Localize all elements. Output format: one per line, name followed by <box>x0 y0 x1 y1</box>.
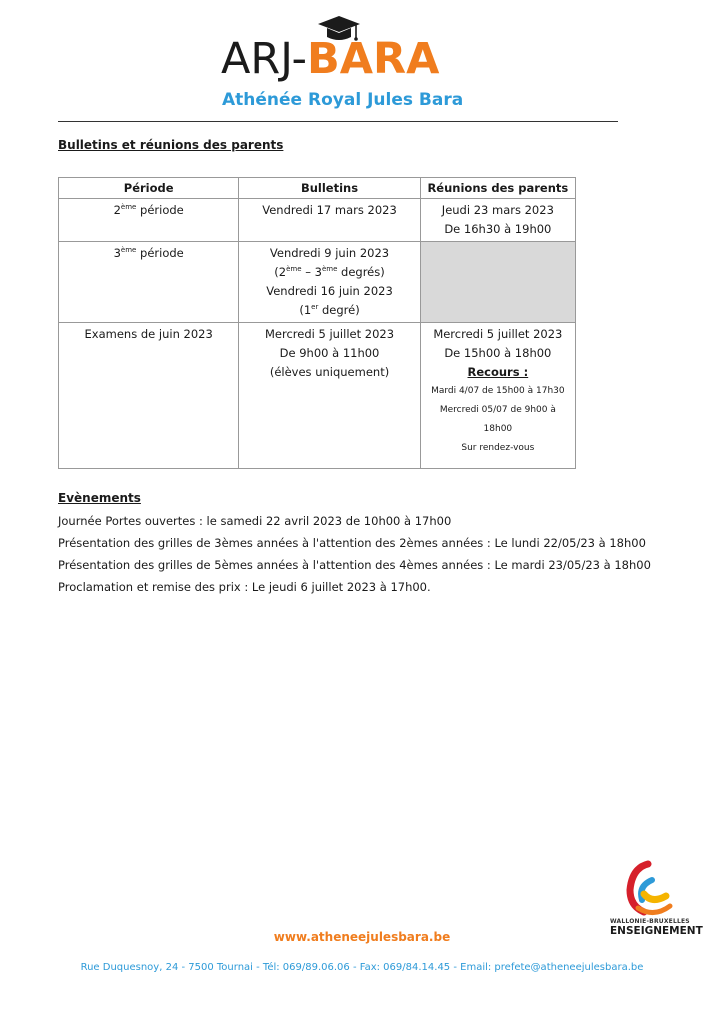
note-sup: ème <box>286 265 302 274</box>
note-sup: ème <box>321 265 338 274</box>
note-part: (1 <box>299 303 312 317</box>
footer-address: Rue Duquesnoy, 24 - 7500 Tournai - Tél: 069/89.06.06 - Fax: 069/84.14.45 - Email: prefete@atheneejulesbara.be <box>80 962 644 973</box>
events-list <box>58 510 651 598</box>
period-suffix: ème <box>120 246 137 255</box>
wb-label-big: ENSEIGNEMENT <box>610 925 703 937</box>
period-suffix: ème <box>120 203 137 212</box>
meeting-time: De 16h30 à 19h00 <box>444 222 552 236</box>
period-number: 3 <box>113 246 121 260</box>
meeting-date: Jeudi 23 mars 2023 <box>441 203 554 217</box>
recours-line: 18h00 <box>483 424 513 434</box>
period-cell <box>59 199 239 242</box>
bulletin-date: Vendredi 16 juin 2023 <box>266 284 393 298</box>
column-header-period: Période <box>59 178 239 199</box>
bulletin-note <box>241 301 417 320</box>
meeting-time: De 15h00 à 18h00 <box>444 346 552 360</box>
table-row <box>59 199 576 242</box>
bulletin-date: Vendredi 17 mars 2023 <box>262 203 397 217</box>
bulletin-time: De 9h00 à 11h00 <box>279 346 380 360</box>
column-header-bulletins: Bulletins <box>239 178 420 199</box>
table-row <box>59 242 576 323</box>
period-cell: Examens de juin 2023 <box>59 323 239 469</box>
meetings-cell <box>420 199 575 242</box>
meeting-date: Mercredi 5 juillet 2023 <box>433 327 563 341</box>
note-part: degré) <box>318 303 360 317</box>
schedule-table <box>58 177 576 469</box>
table-row <box>59 323 576 469</box>
logo-wordmark <box>221 34 439 84</box>
period-label: période <box>136 246 184 260</box>
logo-bara-text: BARA <box>306 34 440 84</box>
period-number: 2 <box>113 203 121 217</box>
period-cell <box>59 242 239 323</box>
table-header-row <box>59 178 576 199</box>
bulletin-note <box>241 263 417 282</box>
list-item: Proclamation et remise des prix : Le jeudi 6 juillet 2023 à 17h00. <box>58 580 431 594</box>
logo-arj-text: ARJ- <box>221 34 307 84</box>
wb-label-small: WALLONIE-BRUXELLES <box>610 918 690 925</box>
recours-label: Recours : <box>467 365 529 379</box>
bulletins-cell <box>239 242 420 323</box>
bulletin-date: Vendredi 9 juin 2023 <box>269 246 390 260</box>
note-part: (2 <box>274 265 287 279</box>
bulletin-note: (élèves uniquement) <box>269 365 390 379</box>
note-part: – 3 <box>301 265 322 279</box>
logo-subtitle: Athénée Royal Jules Bara <box>222 90 464 110</box>
recours-line: Mercredi 05/07 de 9h00 à <box>439 405 556 415</box>
recours-line: Sur rendez-vous <box>461 443 535 453</box>
meetings-cell-empty <box>420 242 575 323</box>
list-item: Présentation des grilles de 5èmes années à l'attention des 4èmes années : Le mardi 23/05/23 à 18h00 <box>58 558 651 572</box>
bulletins-cell <box>239 323 420 469</box>
bulletins-cell <box>239 199 420 242</box>
column-header-meetings: Réunions des parents <box>420 178 575 199</box>
period-label: période <box>136 203 184 217</box>
website-link[interactable]: www.atheneejulesbara.be <box>273 930 451 944</box>
events-section-title: Evènements <box>58 491 141 505</box>
header-divider <box>58 121 618 122</box>
note-sup: er <box>311 303 319 312</box>
list-item: Présentation des grilles de 3èmes années à l'attention des 2èmes années : Le lundi 22/05/23 à 18h00 <box>58 536 646 550</box>
meetings-cell <box>420 323 575 469</box>
note-part: degrés) <box>337 265 385 279</box>
bulletin-date: Mercredi 5 juillet 2023 <box>264 327 395 341</box>
recours-line: Mardi 4/07 de 15h00 à 17h30 <box>431 386 565 396</box>
list-item: Journée Portes ouvertes : le samedi 22 avril 2023 de 10h00 à 17h00 <box>58 514 452 528</box>
bulletins-section-title: Bulletins et réunions des parents <box>58 138 284 152</box>
school-logo <box>0 0 724 120</box>
